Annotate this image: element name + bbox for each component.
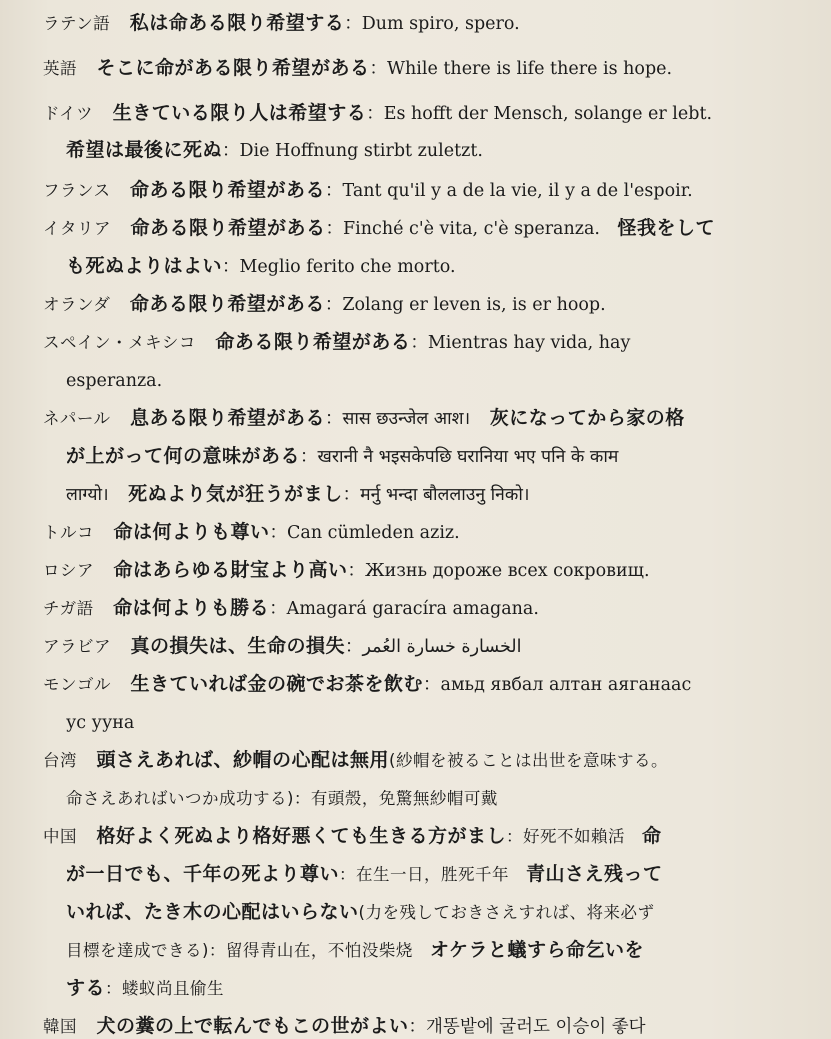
text-line (43, 178, 693, 203)
language-label: (紗帽を被ることは出世を意味する。 (389, 751, 668, 770)
text-line (43, 292, 606, 317)
language-label: (力を残しておきさえすれば、将来必ず (358, 903, 655, 922)
original-proverb: ：Meglio ferito che morto. (222, 257, 456, 277)
language-label: トルコ (43, 523, 94, 542)
text-line (43, 216, 715, 241)
japanese-proverb: 命ある限り希望がある (195, 331, 411, 353)
japanese-proverb: いれば、たき木の心配はいらない (66, 901, 359, 923)
japanese-proverb: 命ある限り希望がある (111, 217, 326, 239)
text-line (43, 558, 650, 583)
text-line (43, 101, 712, 126)
original-proverb: esperanza. (66, 371, 163, 391)
text-line (43, 520, 460, 545)
text-line (66, 710, 134, 735)
text-line (66, 138, 483, 163)
original-proverb: ：Amagará garacíra amagana. (269, 599, 539, 619)
text-line (66, 482, 530, 507)
language-label: モンゴル (43, 675, 111, 694)
language-label: ：在生一日，胜死千年 (339, 865, 527, 884)
language-label: イタリア (43, 219, 111, 238)
text-line (66, 900, 654, 925)
text-line (43, 596, 539, 621)
japanese-proverb: する (66, 977, 106, 999)
language-label: ラテン語 (43, 14, 111, 33)
japanese-proverb: そこに命がある限り希望がある (77, 57, 370, 79)
text-line (43, 330, 630, 355)
language-label: 韓国 (43, 1017, 77, 1036)
original-proverb: लाग्यो। (66, 485, 109, 505)
japanese-proverb: オケラと蟻すら命乞いを (429, 939, 645, 961)
japanese-proverb: が一日でも、千年の死より尊い (66, 863, 340, 885)
japanese-proverb: 命 (642, 825, 662, 847)
original-proverb: ：सास छउन्जेल आश। (325, 409, 471, 429)
japanese-proverb: 生きている限り人は希望する (93, 102, 367, 124)
language-label: ：蝼蚁尚且偷生 (105, 979, 225, 998)
japanese-proverb: 怪我をして (617, 217, 715, 239)
original-proverb: ：Жизнь дороже всех сокровищ. (347, 561, 650, 581)
japanese-proverb: 命ある限り希望がある (110, 179, 326, 201)
text-line (66, 444, 618, 469)
original-proverb: ：Die Hoffnung stirbt zuletzt. (222, 141, 483, 161)
text-line (43, 672, 691, 697)
japanese-proverb: が上がって何の意味がある (66, 445, 301, 467)
text-line (66, 938, 644, 963)
japanese-proverb: 真の損失は、生命の損失 (111, 635, 346, 657)
language-label: ネパール (43, 409, 111, 428)
japanese-proverb: 命はあらゆる財宝より高い (94, 559, 348, 581)
text-line (43, 748, 668, 773)
japanese-proverb: 死ぬより気が狂うがまし (108, 483, 343, 505)
language-label: 中国 (43, 827, 77, 846)
japanese-proverb: 私は命ある限り希望する (110, 12, 345, 34)
original-proverb: ：Zolang er leven is, is er hoop. (324, 295, 606, 315)
original-proverb: ：Can cümleden aziz. (269, 523, 460, 543)
japanese-proverb: 青山さえ残って (526, 863, 663, 885)
text-line (43, 56, 672, 81)
original-proverb: ：Es hofft der Mensch, solange er lebt. (366, 104, 713, 124)
text-line (43, 634, 522, 659)
text-line (66, 862, 663, 887)
text-line (43, 1014, 646, 1039)
japanese-proverb: 生きていれば金の碗でお茶を飲む (111, 673, 424, 695)
text-line (66, 786, 498, 811)
language-label: ドイツ (43, 104, 94, 123)
original-proverb: ус ууна (66, 713, 135, 733)
language-label: 台湾 (43, 751, 77, 770)
japanese-proverb: 犬の糞の上で転んでもこの世がよい (77, 1015, 409, 1037)
japanese-proverb: 命ある限り希望がある (110, 293, 325, 315)
language-label: 命さえあればいつか成功する)：有頭殼，免驚無紗帽可戴 (66, 789, 498, 808)
original-proverb: ：While there is life there is hope. (369, 59, 673, 79)
original-proverb: ：амьд явбал алтан аяганаас (423, 675, 692, 695)
language-label: ロシア (43, 561, 94, 580)
japanese-proverb: 息ある限り希望がある (110, 407, 326, 429)
language-label: ：好死不如賴活 (506, 827, 643, 846)
japanese-proverb: 頭さえあれば、紗帽の心配は無用 (77, 749, 390, 771)
text-line (43, 406, 685, 431)
text-line (43, 11, 520, 36)
language-label: スペイン・メキシコ (43, 333, 196, 352)
original-proverb: ：Tant qu'il y a de la vie, il y a de l'espoir. (325, 181, 693, 201)
japanese-proverb: 命は何よりも勝る (93, 597, 270, 619)
language-label: オランダ (43, 295, 111, 314)
original-proverb: ：मर्नु भन्दा बौललाउनु निको। (342, 485, 530, 505)
text-line (43, 824, 662, 849)
original-proverb: ：Dum spiro, spero. (344, 14, 520, 34)
text-line (66, 976, 224, 1001)
language-label: 目標を達成できる)：留得青山在，不怕没柴烧 (66, 941, 430, 960)
original-proverb: ：الخسارة خسارة العُمر (345, 637, 522, 657)
text-line (66, 254, 456, 279)
japanese-proverb: 灰になってから家の格 (470, 407, 685, 429)
original-proverb: ：Finché c'è vita, c'è speranza. (325, 219, 618, 239)
original-proverb: ：Mientras hay vida, hay (410, 333, 631, 353)
japanese-proverb: 格好よく死ぬより格好悪くても生きる方がまし (77, 825, 507, 847)
japanese-proverb: 命は何よりも尊い (94, 521, 270, 543)
language-label: アラビア (43, 637, 111, 656)
japanese-proverb: も死ぬよりはよい (66, 255, 223, 277)
original-proverb: ：खरानी नै भइसकेपछि घरानिया भए पनि के काम (300, 447, 619, 467)
original-proverb: ：개똥밭에 굴러도 이승이 좋다 (408, 1017, 646, 1037)
language-label: 英語 (43, 59, 77, 78)
text-line (66, 368, 162, 393)
language-label: チガ語 (43, 599, 94, 618)
japanese-proverb: 希望は最後に死ぬ (66, 139, 223, 161)
language-label: フランス (43, 181, 111, 200)
